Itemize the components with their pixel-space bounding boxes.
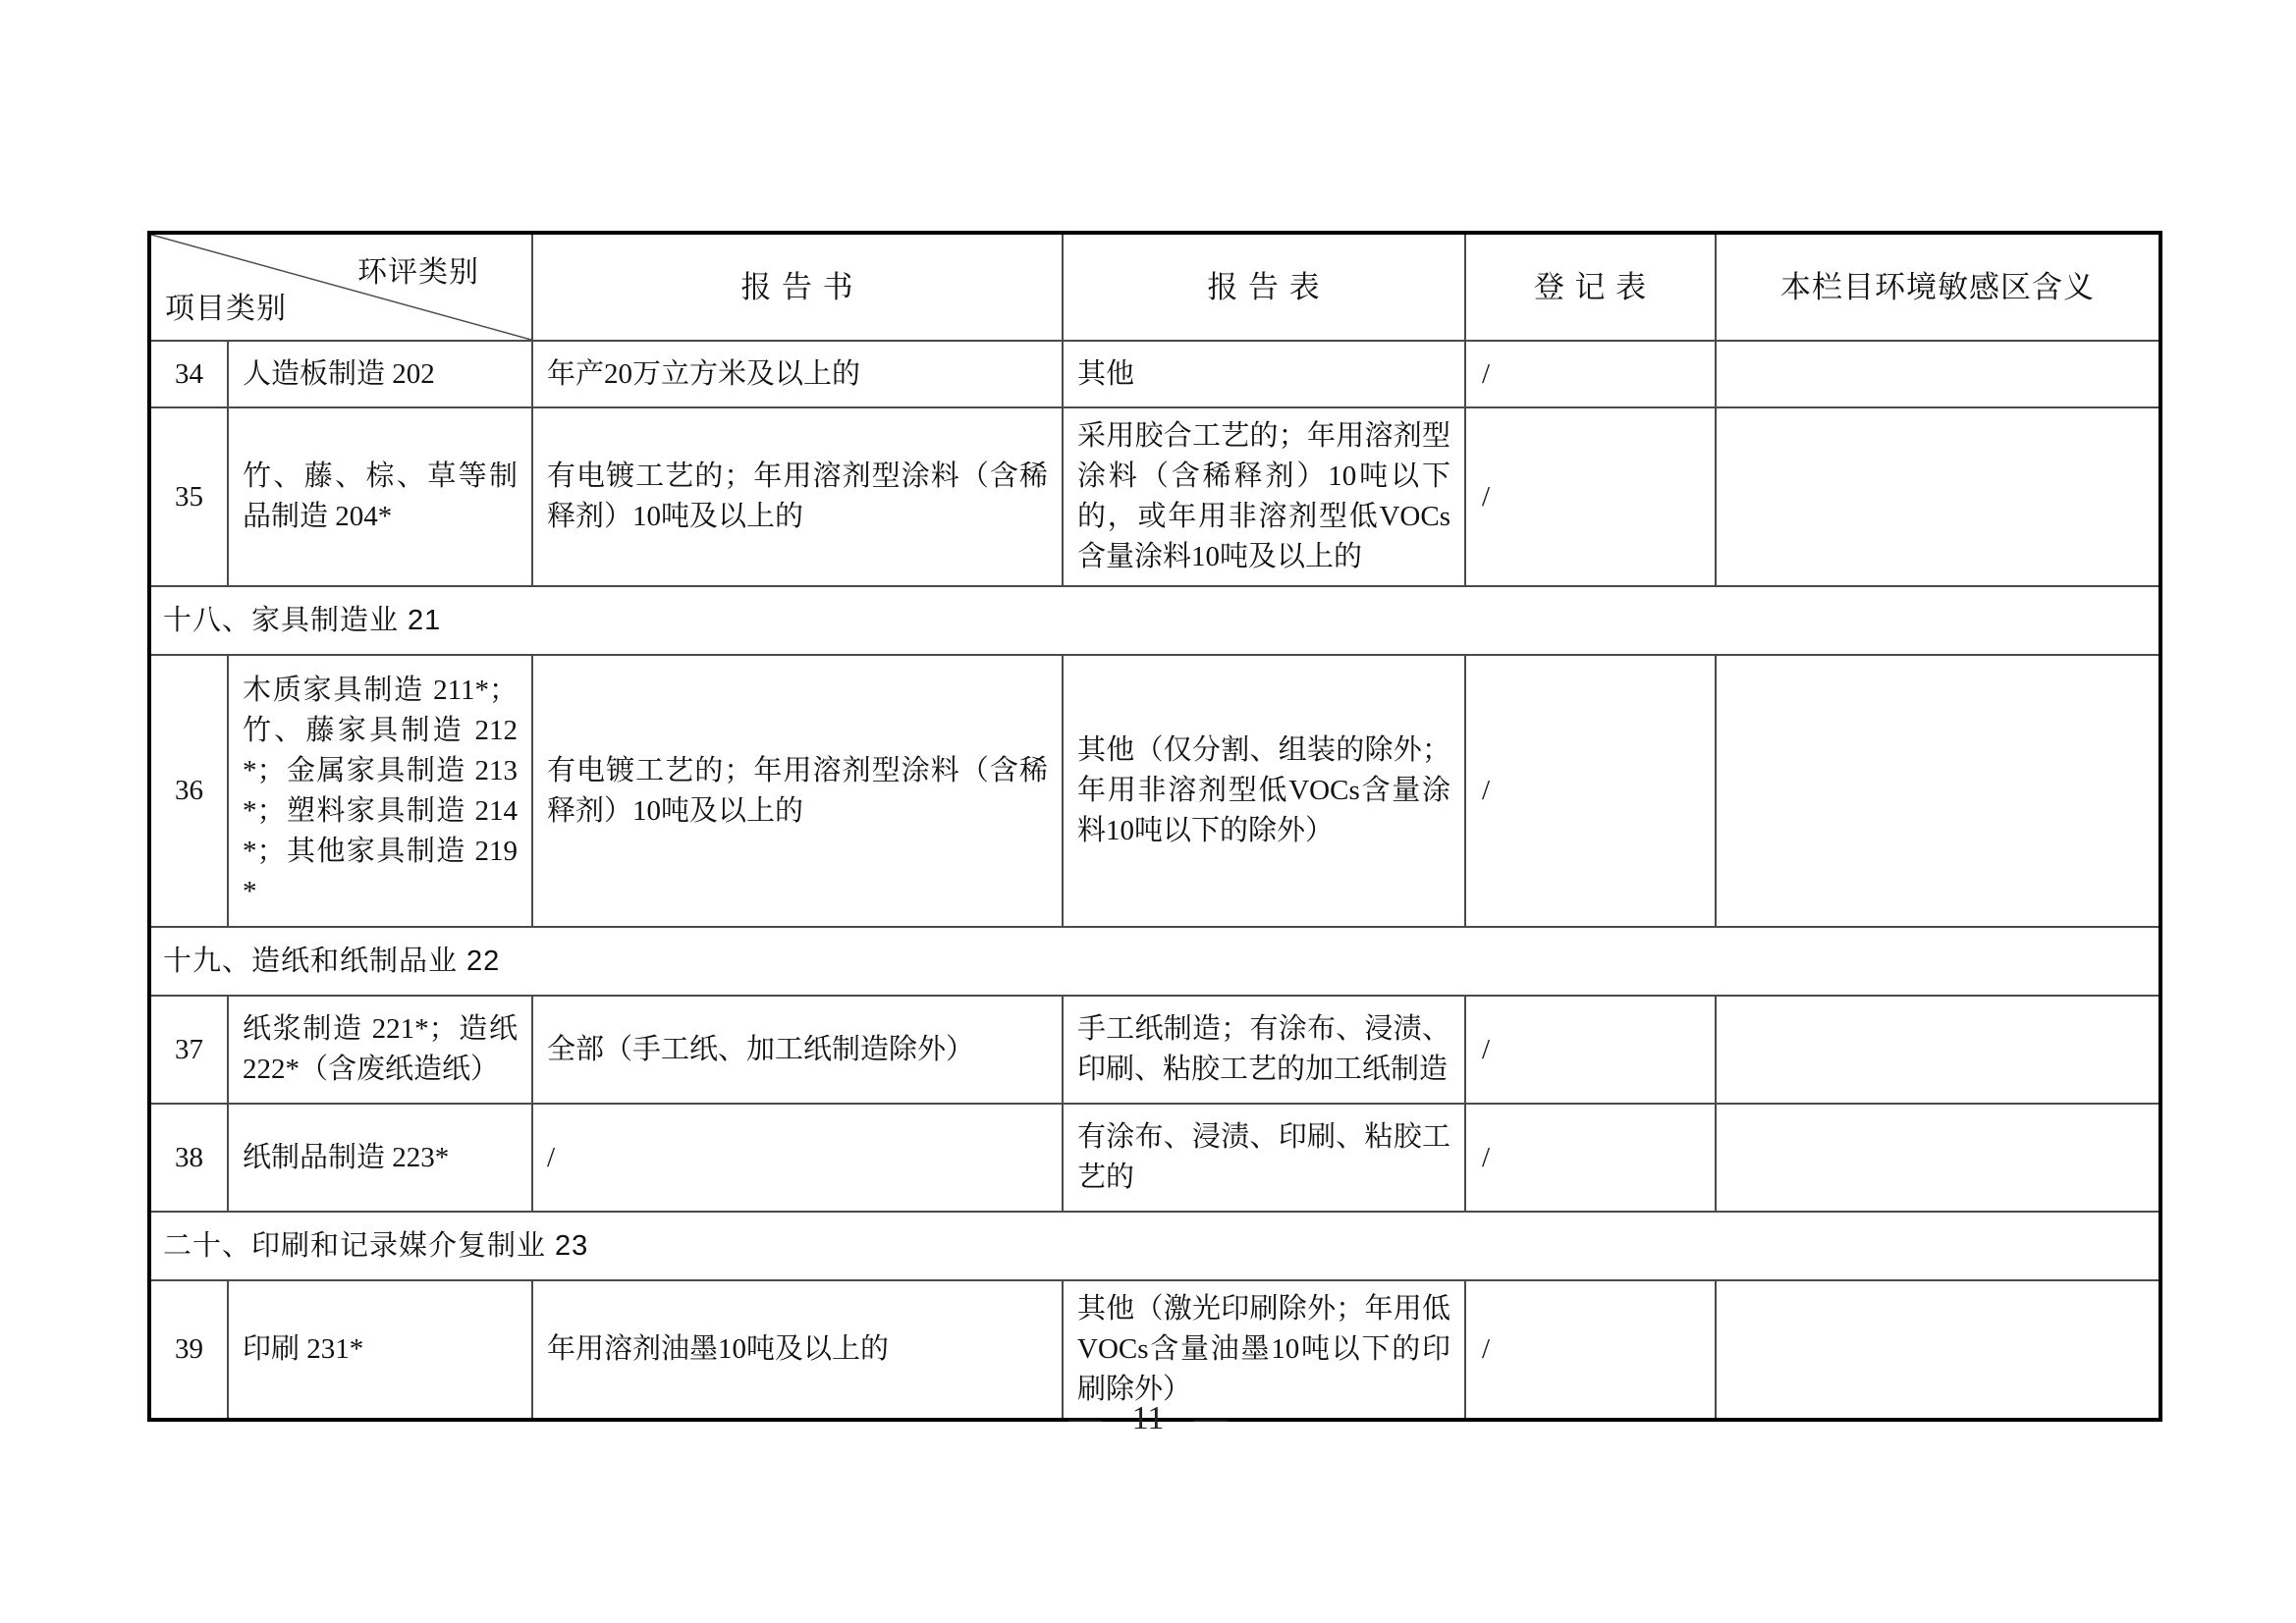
eia-category-label: 环评类别 (357, 256, 479, 289)
section-label: 二十、印刷和记录媒介复制业 23 (149, 1212, 2160, 1280)
project-category-label: 项目类别 (165, 293, 287, 325)
category-cell: 印刷 231* (228, 1280, 532, 1420)
table-row (149, 996, 2160, 1104)
report-form-cell: 其他（仅分割、组装的除外；年用非溶剂型低VOCs含量涂料10吨以下的除外） (1063, 655, 1465, 927)
report-book-cell: 年产20万立方米及以上的 (532, 341, 1063, 407)
diagonal-header-cell (149, 233, 532, 341)
row-number-cell: 36 (149, 655, 228, 927)
row-number-cell: 35 (149, 407, 228, 586)
report-book-cell: 全部（手工纸、加工纸制造除外） (532, 996, 1063, 1104)
report-book-cell: 有电镀工艺的；年用溶剂型涂料（含稀释剂）10吨及以上的 (532, 407, 1063, 586)
registration-cell: / (1465, 996, 1716, 1104)
row-number-cell: 34 (149, 341, 228, 407)
table-row (149, 407, 2160, 586)
report-form-cell: 有涂布、浸渍、印刷、粘胶工艺的 (1063, 1104, 1465, 1212)
sensitive-area-cell (1716, 1104, 2160, 1212)
registration-cell: / (1465, 341, 1716, 407)
report-form-cell: 采用胶合工艺的；年用溶剂型涂料（含稀释剂）10吨以下的，或年用非溶剂型低VOCs含量涂料10吨及以上的 (1063, 407, 1465, 586)
table-row (149, 1104, 2160, 1212)
header-report-book: 报 告 书 (532, 233, 1063, 341)
registration-cell: / (1465, 655, 1716, 927)
registration-cell: / (1465, 1280, 1716, 1420)
table-row (149, 1280, 2160, 1420)
report-book-cell: 有电镀工艺的；年用溶剂型涂料（含稀释剂）10吨及以上的 (532, 655, 1063, 927)
table-row (149, 341, 2160, 407)
header-registration-form: 登 记 表 (1465, 233, 1716, 341)
registration-cell: / (1465, 407, 1716, 586)
section-label: 十八、家具制造业 21 (149, 586, 2160, 655)
section-row (149, 1212, 2160, 1280)
row-number-cell: 37 (149, 996, 228, 1104)
header-row (149, 233, 2160, 341)
sensitive-area-cell (1716, 996, 2160, 1104)
sensitive-area-cell (1716, 655, 2160, 927)
section-row (149, 927, 2160, 996)
category-cell: 纸浆制造 221*；造纸 222*（含废纸造纸） (228, 996, 532, 1104)
report-book-cell: 年用溶剂油墨10吨及以上的 (532, 1280, 1063, 1420)
category-cell: 竹、藤、棕、草等制品制造 204* (228, 407, 532, 586)
category-cell: 木质家具制造 211*；竹、藤家具制造 212*；金属家具制造 213*；塑料家具制造 214*；其他家具制造 219* (228, 655, 532, 927)
section-label: 十九、造纸和纸制品业 22 (149, 927, 2160, 996)
sensitive-area-cell (1716, 341, 2160, 407)
row-number-cell: 38 (149, 1104, 228, 1212)
page-number: — 11 — (1068, 1400, 1228, 1436)
sensitive-area-cell (1716, 1280, 2160, 1420)
report-form-cell: 其他（激光印刷除外；年用低VOCs含量油墨10吨以下的印刷除外） (1063, 1280, 1465, 1420)
registration-cell: / (1465, 1104, 1716, 1212)
row-number-cell: 39 (149, 1280, 228, 1420)
report-form-cell: 手工纸制造；有涂布、浸渍、印刷、粘胶工艺的加工纸制造 (1063, 996, 1465, 1104)
section-row (149, 586, 2160, 655)
eia-classification-table (147, 231, 2162, 1422)
header-sensitive-area: 本栏目环境敏感区含义 (1716, 233, 2160, 341)
category-cell: 人造板制造 202 (228, 341, 532, 407)
sensitive-area-cell (1716, 407, 2160, 586)
header-report-form: 报 告 表 (1063, 233, 1465, 341)
report-form-cell: 其他 (1063, 341, 1465, 407)
report-book-cell: / (532, 1104, 1063, 1212)
category-cell: 纸制品制造 223* (228, 1104, 532, 1212)
table-row (149, 655, 2160, 927)
